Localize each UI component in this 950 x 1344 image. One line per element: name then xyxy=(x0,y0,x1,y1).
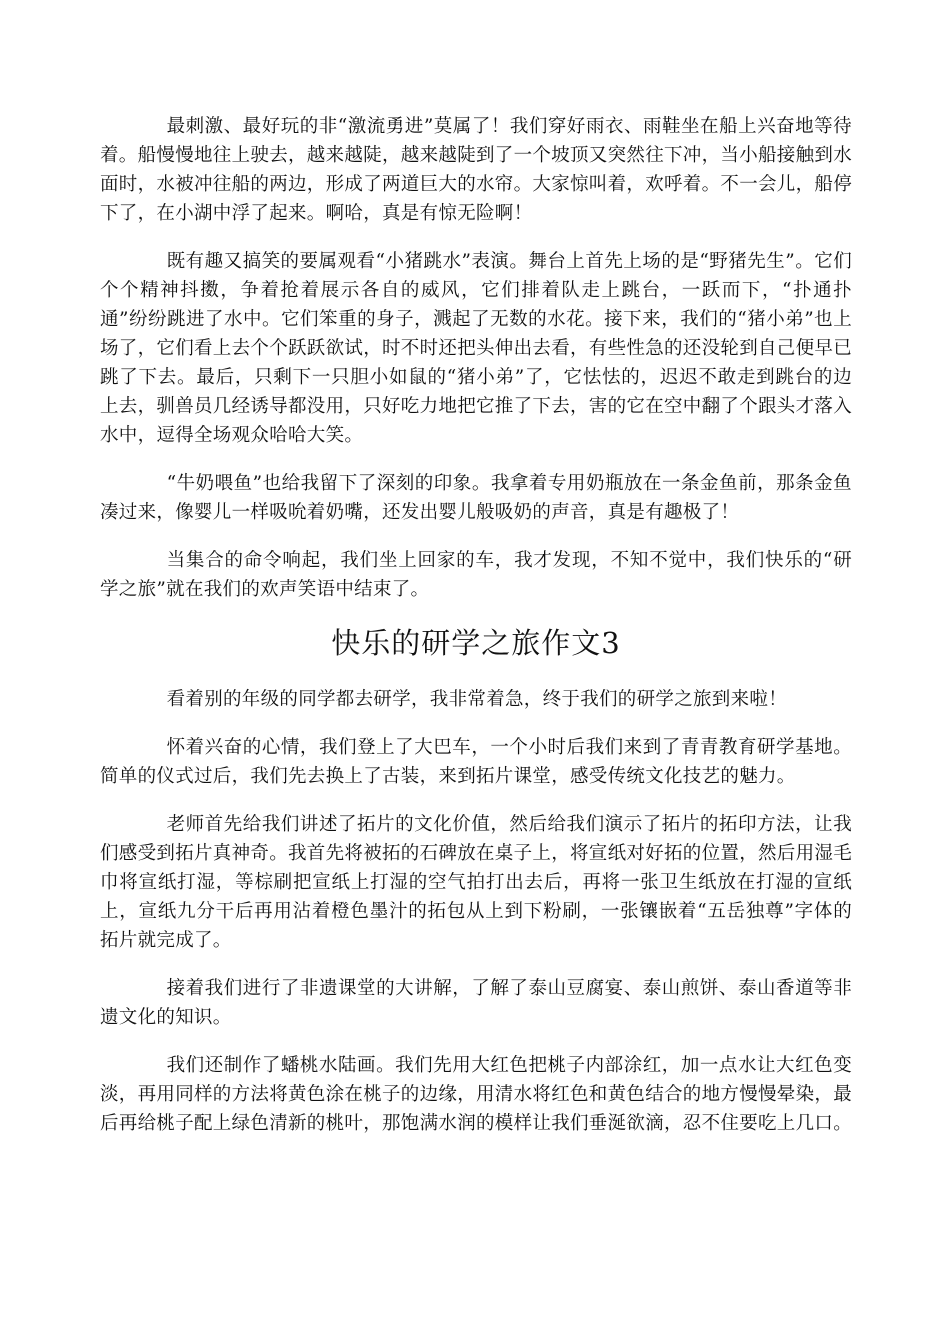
paragraph-rubbing: 老师首先给我们讲述了拓片的文化价值，然后给我们演示了拓片的拓印方法，让我们感受到拓片真神奇。我首先将被拓的石碑放在桌子上，将宣纸对好拓的位置，然后用湿毛巾将宣纸打湿，等棕刷把宣纸上打湿的空气拍打出去后，再将一张卫生纸放在打湿的宣纸上，宣纸九分干后再用沾着橙色墨汁的拓包从上到下粉刷，一张镶嵌着“五岳独尊”字体的拓片就完成了。 xyxy=(100,814,853,951)
essay-title: 快乐的研学之旅作文3 xyxy=(331,626,621,660)
paragraph-milk-fish: “牛奶喂鱼”也给我留下了深刻的印象。我拿着专用奶瓶放在一条金鱼前，那条金鱼凑过来，像婴儿一样吸吮着奶嘴，还发出婴儿般吸奶的声音，真是有趣极了！ xyxy=(100,473,852,523)
paragraph-intro: 看着别的年级的同学都去研学，我非常着急，终于我们的研学之旅到来啦！ xyxy=(166,689,787,710)
paragraph-pig-diving: 既有趣又搞笑的要属观看“小猪跳水”表演。舞台上首先上场的是“野猪先生”。它们个个精神抖擞，争着抢着展示各自的威风，它们排着队走上跳台，一跃而下，“扑通扑通”纷纷跳进了水中。它们笨重的身子，溅起了无数的水花。接下来，我们的“猪小弟”也上场了，它们看上去个个跃跃欲试，时不时还把头伸出去看，有些性急的还没轮到自己便早已跳了下去。最后，只剩下一只胆小如鼠的“猪小弟”了，它怯怯的，迟迟不敢走到跳台的边上去，驯兽员几经诱导都没用，只好吃力地把它推了下去，害的它在空中翻了个跟头才落入水中，逗得全场观众哈哈大笑。 xyxy=(100,251,853,446)
paragraph-rafting: 最刺激、最好玩的非“激流勇进”莫属了！我们穿好雨衣、雨鞋坐在船上兴奋地等待着。船慢慢地往上驶去，越来越陡，越来越陡到了一个坡顶又突然往下冲，当小船接触到水面时，水被冲往船的两边，形成了两道巨大的水帘。大家惊叫着，欢呼着。不一会儿，船停下了，在小湖中浮了起来。啊哈，真是有惊无险啊！ xyxy=(100,116,853,224)
paragraph-painting: 我们还制作了蟠桃水陆画。我们先用大红色把桃子内部涂红，加一点水让大红色变淡，再用同样的方法将黄色涂在桃子的边缘，用清水将红色和黄色结合的地方慢慢晕染，最后再给桃子配上绿色清新的桃叶，那饱满水润的模样让我们垂涎欲滴，忍不住要吃上几口。 xyxy=(100,1055,853,1134)
document-body xyxy=(100,112,852,1157)
paragraph-arrival: 怀着兴奋的心情，我们登上了大巴车，一个小时后我们来到了青青教育研学基地。简单的仪式过后，我们先去换上了古装，来到拓片课堂，感受传统文化技艺的魅力。 xyxy=(100,737,852,787)
paragraph-trip-end: 当集合的命令响起，我们坐上回家的车，我才发现，不知不觉中，我们快乐的“研学之旅”就在我们的欢声笑语中结束了。 xyxy=(100,550,852,600)
paragraph-heritage: 接着我们进行了非遗课堂的大讲解，了解了泰山豆腐宴、泰山煎饼、泰山香道等非遗文化的知识。 xyxy=(100,978,852,1028)
